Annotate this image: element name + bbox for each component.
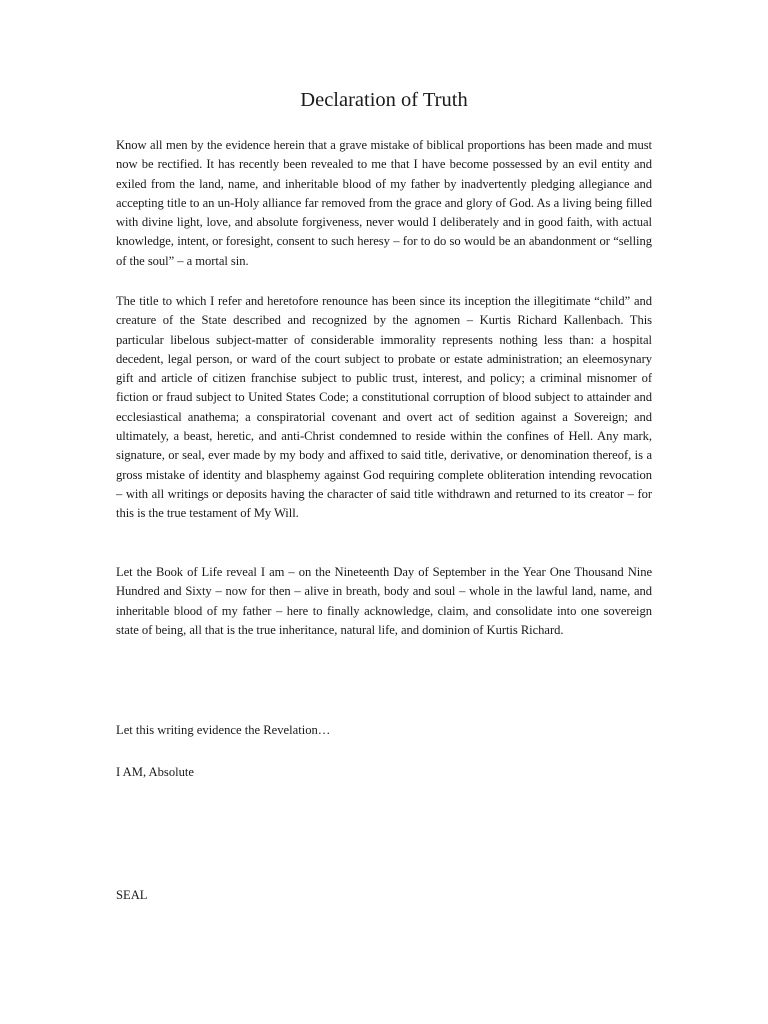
paragraph-declaration: Know all men by the evidence herein that a grave mistake of biblical proportions has been made and must now be rectified. It has recently been revealed to me that I have become possessed by an evil entity and exiled from the land, name, and inheritable blood of my father by inadvertently pledging allegiance and accepting title to an un-Holy alliance far removed from the grace and glory of God. As a living being filled with divine light, love, and absolute forgiveness, never would I deliberately and in good faith, with actual knowledge, intent, or foresight, consent to such heresy – for to do so would be an abandonment or “selling of the soul” – a mortal sin. (116, 138, 652, 268)
seal-label: SEAL (116, 888, 148, 902)
document-title: Declaration of Truth (300, 89, 468, 111)
closing-line: Let this writing evidence the Revelation… (116, 723, 331, 737)
signature-line: I AM, Absolute (116, 765, 195, 779)
paragraph-renunciation: The title to which I refer and heretofore renounce has been since its inception the illegitimate “child” and creature of the State described and recognized by the agnomen – Kurtis Richard Kallenbach. This particular libelous subject-matter of considerable immorality represents nothing less than: a hospital decedent, legal person, or ward of the court subject to probate or estate administration; an eleemosynary gift and article of citizen franchise subject to public trust, interest, and policy; a criminal misnomer of fiction or fraud subject to United States Code; a constitutional corruption of blood subject to attainder and ecclesiastical anathema; a conspiratorial covenant and overt act of sedition against a Sovereign; and ultimately, a beast, heretic, and anti-Christ condemned to reside within the confines of Hell. Any mark, signature, or seal, ever made by my body and affixed to said title, derivative, or denomination thereof, is a gross mistake of identity and blasphemy against God requiring complete obliteration intending revocation – with all writings or deposits having the character of said title withdrawn and returned to its creator – for this is the true testament of My Will. (116, 294, 652, 521)
paragraph-book-of-life: Let the Book of Life reveal I am – on the Nineteenth Day of September in the Year One Thousand Nine Hundred and Sixty – now for then – alive in breath, body and soul – whole in the lawful land, name, and inheritable blood of my father – here to finally acknowledge, claim, and consolidate into one sovereign state of being, all that is the true inheritance, natural life, and dominion of Kurtis Richard. (116, 565, 652, 637)
